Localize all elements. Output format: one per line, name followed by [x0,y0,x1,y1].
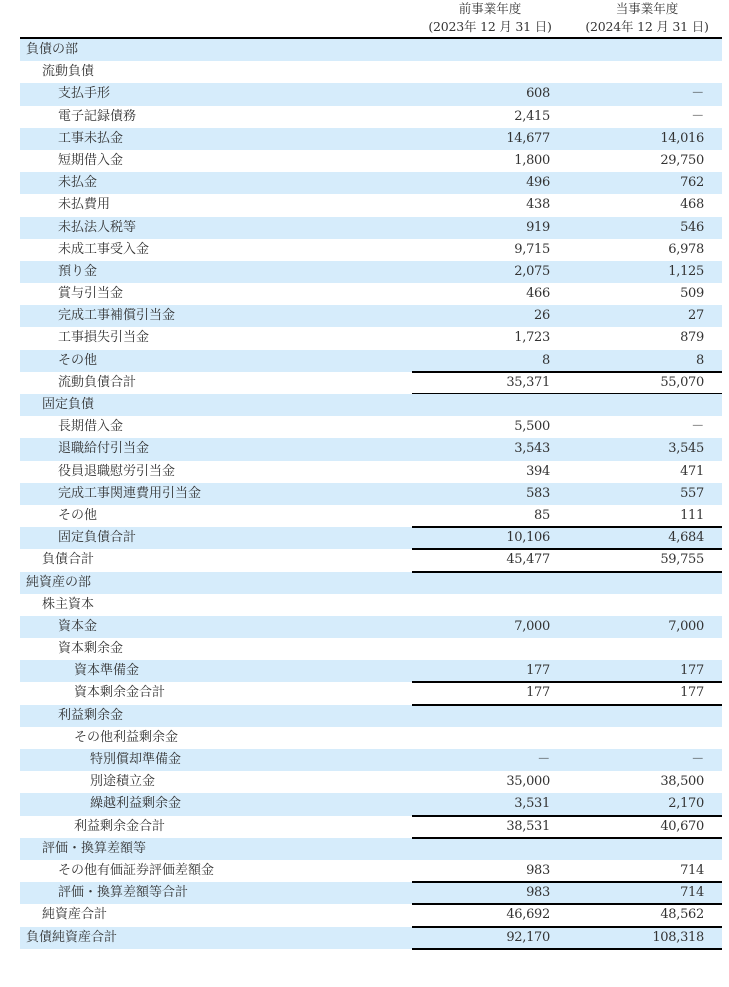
total-rule [412,571,722,573]
curr-value: 714 [680,862,704,878]
table-row [20,616,722,638]
total-rule [412,704,722,706]
group-header-retained-earnings [20,705,722,727]
curr-value: 177 [680,663,704,679]
table-row [20,771,722,793]
prev-value: 983 [526,885,550,901]
total-row-net-assets [20,904,722,926]
row-label: その他有価証券評価差額金 [58,862,215,878]
curr-value: 509 [680,286,704,302]
prev-year-title: 前事業年度 [458,1,522,16]
prev-value: 466 [526,286,550,302]
row-label: 負債純資産合計 [26,929,118,945]
row-label: 流動負債 [42,64,95,80]
curr-value: 1,125 [668,263,704,279]
group-header-other-retained-earnings [20,727,722,749]
prev-value: 983 [526,862,550,878]
curr-value: 27 [688,308,704,324]
curr-value: 7,000 [668,618,704,634]
table-row [20,793,722,815]
total-rule [412,948,722,950]
prev-value: 14,677 [506,130,550,146]
curr-value: 546 [680,219,704,235]
row-label: 固定負債 [42,397,95,412]
prev-value: 7,000 [514,618,550,634]
row-label: 長期借入金 [58,419,124,435]
row-label: 資本剰余金 [58,641,124,657]
curr-value: 38,500 [660,774,704,790]
row-label: 工事損失引当金 [58,330,150,346]
row-label: 電子記録債務 [58,108,137,124]
prev-value: － [537,752,550,767]
row-label: 評価・換算差額等 [42,840,147,856]
row-label: 負債合計 [42,552,95,568]
row-label: 株主資本 [42,596,95,612]
row-label: 完成工事補償引当金 [58,308,176,324]
row-label: その他 [58,507,98,523]
curr-value: 879 [680,330,704,346]
total-rule [412,681,722,683]
table-row [20,261,722,283]
total-rule [412,881,722,883]
curr-value: － [691,419,704,435]
row-label: 未払費用 [58,197,111,213]
curr-value: 108,318 [652,929,704,945]
row-label: 未払法人税等 [58,219,137,235]
subtotal-row-capital-surplus [20,682,722,704]
table-row [20,660,722,682]
row-label: 完成工事関連費用引当金 [58,485,202,501]
prev-value: 394 [526,463,550,479]
row-label: 評価・換算差額等合計 [58,885,189,901]
prev-value: 38,531 [506,818,550,834]
curr-value: 8 [696,352,704,368]
table-row [20,461,722,483]
prev-value: 496 [526,175,550,191]
prev-value: 177 [526,663,550,679]
row-label: 利益剰余金合計 [74,818,166,834]
curr-year-date: (2024年 12 月 31 日) [585,19,709,34]
curr-value: － [691,86,704,102]
row-label: 預り金 [58,263,98,279]
curr-value: 468 [680,197,704,213]
row-label: 役員退職慰労引当金 [58,463,176,479]
prev-value: 5,500 [514,419,550,435]
prev-value: 46,692 [506,907,550,923]
row-label: 別途積立金 [90,774,156,790]
row-label: 未払金 [58,175,98,191]
total-row-liabilities [20,549,722,571]
row-label: 資本剰余金合計 [74,685,166,701]
prev-value: 3,531 [514,796,550,812]
table-row [20,194,722,216]
prev-value: 35,371 [506,374,550,390]
curr-value: 557 [680,485,704,501]
curr-value: 14,016 [660,130,704,146]
row-label: その他 [58,352,98,368]
prev-value: 608 [526,86,550,102]
row-label: 工事未払金 [58,130,124,146]
row-label: 賞与引当金 [58,286,124,302]
table-row [20,128,722,150]
table-body [20,39,722,949]
prev-value: 1,800 [514,152,550,168]
curr-year-column-header [572,0,722,36]
prev-value: 3,543 [514,441,550,457]
table-row [20,505,722,527]
table-row [20,283,722,305]
subtotal-row-noncurrent-liabilities [20,527,722,549]
group-header-capital-surplus [20,638,722,660]
curr-value: 59,755 [660,552,704,568]
prev-value: 8 [542,352,550,368]
prev-value: 2,075 [514,263,550,279]
curr-value: 471 [680,463,704,479]
table-row [20,305,722,327]
prev-year-column-header [415,0,565,36]
row-label: 流動負債合計 [58,374,137,390]
table-row [20,106,722,128]
row-label: 特別償却準備金 [90,752,182,767]
table-row [20,217,722,239]
prev-value: 9,715 [514,241,550,257]
table-row [20,150,722,172]
group-header-noncurrent-liabilities [20,394,722,416]
grand-total-row [20,927,722,949]
curr-value: － [691,108,704,124]
curr-value: 48,562 [660,907,704,923]
balance-sheet-liabilities-equity [20,0,722,949]
curr-value: 714 [680,885,704,901]
row-label: 利益剰余金 [58,707,124,723]
row-label: 短期借入金 [58,152,124,168]
group-header-current-liabilities [20,61,722,83]
prev-value: 92,170 [506,929,550,945]
curr-value: 111 [680,507,704,523]
prev-value: 85 [534,507,550,523]
group-header-shareholders-equity [20,594,722,616]
row-label: 未成工事受入金 [58,241,150,257]
curr-value: 762 [680,175,704,191]
prev-year-date: (2023年 12 月 31 日) [428,19,552,34]
row-label: 純資産合計 [42,907,108,923]
curr-year-title: 当事業年度 [615,1,679,16]
table-row [20,83,722,105]
section-header-liabilities [20,39,722,61]
curr-value: 6,978 [668,241,704,257]
row-label: その他利益剰余金 [74,729,179,745]
row-label: 退職給付引当金 [58,441,150,457]
curr-value: 29,750 [660,152,704,168]
subtotal-row-valuation-adjustments [20,882,722,904]
table-row [20,239,722,261]
prev-value: 2,415 [514,108,550,124]
curr-value: － [691,752,704,767]
curr-value: 2,170 [668,796,704,812]
prev-value: 10,106 [506,530,550,546]
table-row [20,749,722,771]
row-label: 資本準備金 [74,663,140,679]
table-row [20,438,722,460]
subtotal-row-retained-earnings [20,816,722,838]
total-rule [412,837,722,839]
section-header-net-assets [20,572,722,594]
table-row [20,860,722,882]
table-row [20,172,722,194]
curr-value: 177 [680,685,704,701]
prev-value: 35,000 [506,774,550,790]
row-label: 支払手形 [58,86,111,102]
prev-value: 45,477 [506,552,550,568]
table-row [20,483,722,505]
column-header [20,0,722,39]
table-row [20,350,722,372]
curr-value: 3,545 [668,441,704,457]
curr-value: 55,070 [660,374,704,390]
row-label: 繰越利益剰余金 [90,796,182,812]
prev-value: 1,723 [514,330,550,346]
prev-value: 26 [534,308,550,324]
prev-value: 919 [526,219,550,235]
table-row [20,416,722,438]
prev-value: 438 [526,197,550,213]
curr-value: 40,670 [660,818,704,834]
curr-value: 4,684 [668,530,704,546]
table-row [20,327,722,349]
row-label: 資本金 [58,618,98,634]
row-label: 固定負債合計 [58,530,137,546]
row-label: 純資産の部 [26,574,92,590]
group-header-valuation-adjustments [20,838,722,860]
prev-value: 177 [526,685,550,701]
subtotal-row-current-liabilities [20,372,722,394]
prev-value: 583 [526,485,550,501]
row-label: 負債の部 [26,42,79,57]
